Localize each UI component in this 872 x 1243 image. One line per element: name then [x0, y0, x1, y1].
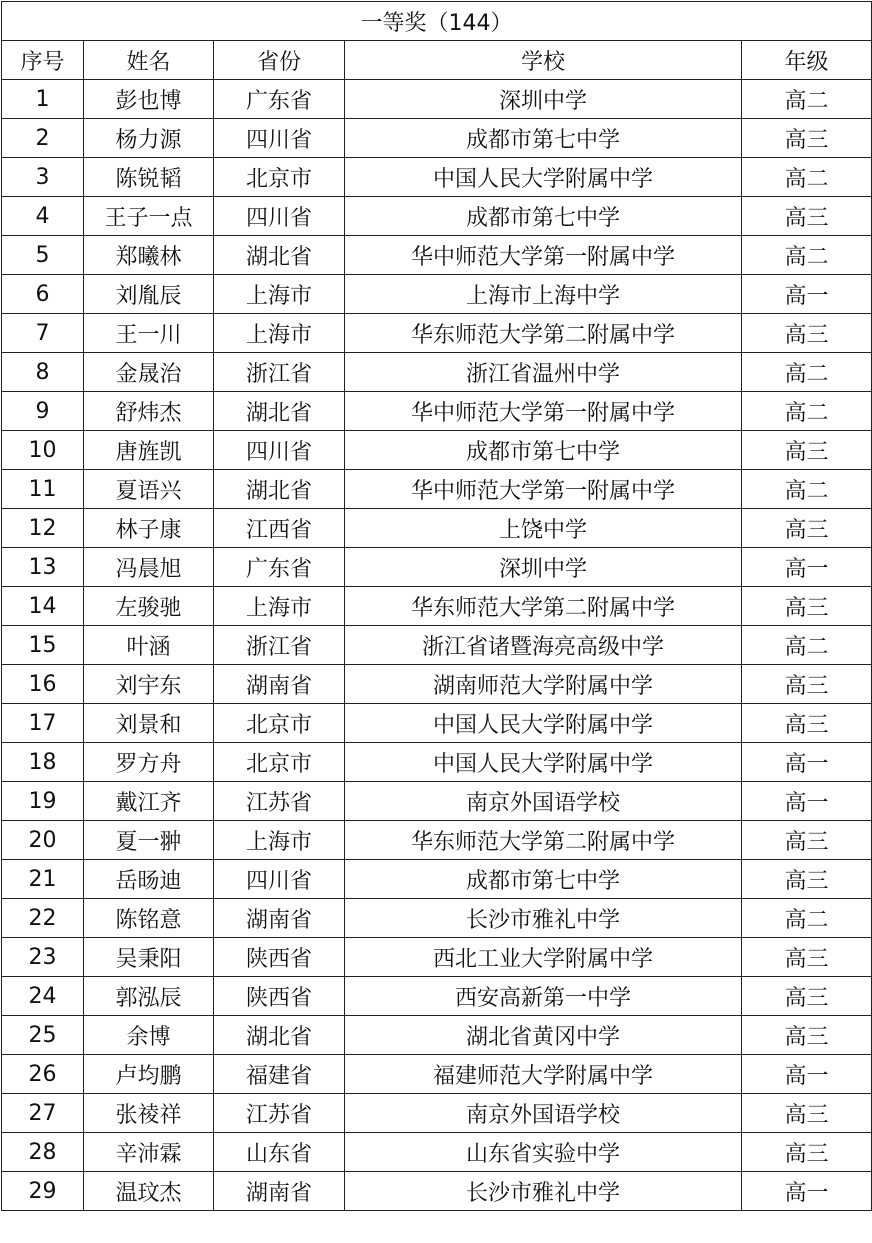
table-row: [2, 1016, 872, 1055]
header-name: 姓名: [84, 41, 214, 80]
cell-grade: 高三: [742, 665, 872, 704]
cell-no: 22: [2, 899, 84, 938]
table-row: [2, 236, 872, 275]
cell-no: 21: [2, 860, 84, 899]
cell-name: 卢均鹏: [84, 1055, 214, 1094]
cell-province: 陕西省: [214, 977, 345, 1016]
table-row: [2, 860, 872, 899]
cell-grade: 高一: [742, 548, 872, 587]
cell-province: 福建省: [214, 1055, 345, 1094]
cell-grade: 高二: [742, 392, 872, 431]
cell-no: 5: [2, 236, 84, 275]
cell-province: 上海市: [214, 275, 345, 314]
cell-school: 浙江省诸暨海亮高级中学: [345, 626, 742, 665]
cell-school: 成都市第七中学: [345, 197, 742, 236]
header-school: 学校: [345, 41, 742, 80]
cell-name: 金晟治: [84, 353, 214, 392]
cell-no: 9: [2, 392, 84, 431]
table-row: [2, 704, 872, 743]
cell-grade: 高二: [742, 353, 872, 392]
cell-grade: 高三: [742, 1133, 872, 1172]
cell-school: 成都市第七中学: [345, 119, 742, 158]
cell-name: 陈铭意: [84, 899, 214, 938]
cell-province: 江苏省: [214, 782, 345, 821]
cell-school: 湖北省黄冈中学: [345, 1016, 742, 1055]
cell-grade: 高三: [742, 977, 872, 1016]
cell-school: 中国人民大学附属中学: [345, 704, 742, 743]
table-row: [2, 119, 872, 158]
table-row: [2, 626, 872, 665]
table-row: [2, 548, 872, 587]
table-row: [2, 1055, 872, 1094]
table-head: [2, 2, 872, 80]
table-row: [2, 275, 872, 314]
cell-grade: 高二: [742, 80, 872, 119]
cell-grade: 高二: [742, 470, 872, 509]
cell-school: 南京外国语学校: [345, 1094, 742, 1133]
cell-no: 23: [2, 938, 84, 977]
cell-name: 张祾祥: [84, 1094, 214, 1133]
table-row: [2, 821, 872, 860]
cell-grade: 高三: [742, 1016, 872, 1055]
cell-grade: 高一: [742, 1055, 872, 1094]
cell-no: 16: [2, 665, 84, 704]
cell-school: 浙江省温州中学: [345, 353, 742, 392]
header-no: 序号: [2, 41, 84, 80]
cell-no: 15: [2, 626, 84, 665]
cell-school: 华东师范大学第二附属中学: [345, 314, 742, 353]
cell-province: 湖南省: [214, 899, 345, 938]
cell-province: 北京市: [214, 158, 345, 197]
table-row: [2, 1133, 872, 1172]
cell-province: 湖北省: [214, 470, 345, 509]
header-grade: 年级: [742, 41, 872, 80]
cell-province: 江西省: [214, 509, 345, 548]
table-row: [2, 938, 872, 977]
cell-grade: 高一: [742, 275, 872, 314]
cell-school: 中国人民大学附属中学: [345, 158, 742, 197]
cell-no: 20: [2, 821, 84, 860]
cell-no: 27: [2, 1094, 84, 1133]
cell-school: 华中师范大学第一附属中学: [345, 392, 742, 431]
cell-name: 岳旸迪: [84, 860, 214, 899]
cell-grade: 高一: [742, 743, 872, 782]
cell-name: 彭也博: [84, 80, 214, 119]
cell-province: 四川省: [214, 119, 345, 158]
cell-name: 刘宇东: [84, 665, 214, 704]
cell-no: 24: [2, 977, 84, 1016]
cell-school: 深圳中学: [345, 548, 742, 587]
cell-no: 17: [2, 704, 84, 743]
cell-name: 辛沛霖: [84, 1133, 214, 1172]
award-table: [1, 1, 872, 1211]
table-row: [2, 665, 872, 704]
cell-province: 北京市: [214, 704, 345, 743]
cell-grade: 高二: [742, 236, 872, 275]
table-row: [2, 1094, 872, 1133]
cell-grade: 高三: [742, 821, 872, 860]
cell-school: 华东师范大学第二附属中学: [345, 821, 742, 860]
cell-province: 浙江省: [214, 353, 345, 392]
cell-grade: 高一: [742, 782, 872, 821]
cell-no: 11: [2, 470, 84, 509]
cell-province: 江苏省: [214, 1094, 345, 1133]
table-row: [2, 197, 872, 236]
table-row: [2, 470, 872, 509]
cell-grade: 高二: [742, 899, 872, 938]
table-row: [2, 587, 872, 626]
table-body: [2, 80, 872, 1211]
cell-province: 上海市: [214, 314, 345, 353]
cell-no: 28: [2, 1133, 84, 1172]
title-row: [2, 2, 872, 41]
table-row: [2, 431, 872, 470]
cell-province: 湖北省: [214, 392, 345, 431]
cell-province: 湖北省: [214, 1016, 345, 1055]
cell-province: 四川省: [214, 860, 345, 899]
cell-no: 7: [2, 314, 84, 353]
cell-school: 深圳中学: [345, 80, 742, 119]
cell-no: 4: [2, 197, 84, 236]
cell-grade: 高一: [742, 1172, 872, 1211]
cell-school: 长沙市雅礼中学: [345, 1172, 742, 1211]
cell-province: 湖北省: [214, 236, 345, 275]
table-row: [2, 782, 872, 821]
cell-grade: 高三: [742, 860, 872, 899]
cell-no: 25: [2, 1016, 84, 1055]
cell-name: 林子康: [84, 509, 214, 548]
cell-no: 8: [2, 353, 84, 392]
table-title: 一等奖（144）: [2, 2, 872, 41]
cell-province: 湖南省: [214, 665, 345, 704]
cell-no: 26: [2, 1055, 84, 1094]
cell-school: 上海市上海中学: [345, 275, 742, 314]
cell-grade: 高三: [742, 704, 872, 743]
cell-name: 戴江齐: [84, 782, 214, 821]
table-row: [2, 1172, 872, 1211]
cell-school: 成都市第七中学: [345, 860, 742, 899]
header-row: [2, 41, 872, 80]
cell-name: 陈锐韬: [84, 158, 214, 197]
cell-grade: 高三: [742, 119, 872, 158]
cell-name: 王子一点: [84, 197, 214, 236]
table-row: [2, 899, 872, 938]
cell-no: 18: [2, 743, 84, 782]
cell-school: 湖南师范大学附属中学: [345, 665, 742, 704]
cell-school: 中国人民大学附属中学: [345, 743, 742, 782]
table-row: [2, 392, 872, 431]
cell-school: 西北工业大学附属中学: [345, 938, 742, 977]
cell-no: 1: [2, 80, 84, 119]
table-row: [2, 314, 872, 353]
cell-grade: 高三: [742, 509, 872, 548]
cell-no: 3: [2, 158, 84, 197]
cell-province: 四川省: [214, 431, 345, 470]
cell-school: 长沙市雅礼中学: [345, 899, 742, 938]
cell-school: 华中师范大学第一附属中学: [345, 470, 742, 509]
table-row: [2, 977, 872, 1016]
cell-province: 广东省: [214, 548, 345, 587]
cell-school: 华东师范大学第二附属中学: [345, 587, 742, 626]
cell-no: 10: [2, 431, 84, 470]
cell-province: 山东省: [214, 1133, 345, 1172]
cell-no: 29: [2, 1172, 84, 1211]
cell-province: 上海市: [214, 587, 345, 626]
cell-grade: 高三: [742, 1094, 872, 1133]
cell-no: 12: [2, 509, 84, 548]
cell-name: 唐旌凯: [84, 431, 214, 470]
cell-no: 14: [2, 587, 84, 626]
cell-province: 浙江省: [214, 626, 345, 665]
cell-name: 冯晨旭: [84, 548, 214, 587]
cell-school: 南京外国语学校: [345, 782, 742, 821]
cell-name: 夏语兴: [84, 470, 214, 509]
cell-grade: 高二: [742, 158, 872, 197]
cell-name: 杨力源: [84, 119, 214, 158]
cell-name: 舒炜杰: [84, 392, 214, 431]
cell-name: 温玟杰: [84, 1172, 214, 1211]
cell-grade: 高三: [742, 431, 872, 470]
cell-school: 西安高新第一中学: [345, 977, 742, 1016]
cell-province: 广东省: [214, 80, 345, 119]
table-row: [2, 509, 872, 548]
cell-name: 刘景和: [84, 704, 214, 743]
cell-name: 刘胤辰: [84, 275, 214, 314]
header-province: 省份: [214, 41, 345, 80]
cell-grade: 高三: [742, 587, 872, 626]
cell-name: 左骏驰: [84, 587, 214, 626]
cell-name: 叶涵: [84, 626, 214, 665]
cell-name: 王一川: [84, 314, 214, 353]
cell-grade: 高二: [742, 626, 872, 665]
cell-province: 湖南省: [214, 1172, 345, 1211]
cell-name: 余博: [84, 1016, 214, 1055]
table-row: [2, 158, 872, 197]
cell-school: 成都市第七中学: [345, 431, 742, 470]
cell-province: 上海市: [214, 821, 345, 860]
cell-no: 13: [2, 548, 84, 587]
cell-school: 华中师范大学第一附属中学: [345, 236, 742, 275]
cell-name: 夏一翀: [84, 821, 214, 860]
cell-name: 郑曦林: [84, 236, 214, 275]
cell-grade: 高三: [742, 938, 872, 977]
table-row: [2, 743, 872, 782]
cell-name: 罗方舟: [84, 743, 214, 782]
cell-school: 上饶中学: [345, 509, 742, 548]
cell-grade: 高三: [742, 314, 872, 353]
cell-name: 吴秉阳: [84, 938, 214, 977]
cell-province: 陕西省: [214, 938, 345, 977]
cell-province: 北京市: [214, 743, 345, 782]
cell-name: 郭泓辰: [84, 977, 214, 1016]
table-row: [2, 80, 872, 119]
cell-no: 6: [2, 275, 84, 314]
cell-no: 19: [2, 782, 84, 821]
cell-no: 2: [2, 119, 84, 158]
cell-school: 福建师范大学附属中学: [345, 1055, 742, 1094]
cell-school: 山东省实验中学: [345, 1133, 742, 1172]
table-row: [2, 353, 872, 392]
cell-grade: 高三: [742, 197, 872, 236]
cell-province: 四川省: [214, 197, 345, 236]
